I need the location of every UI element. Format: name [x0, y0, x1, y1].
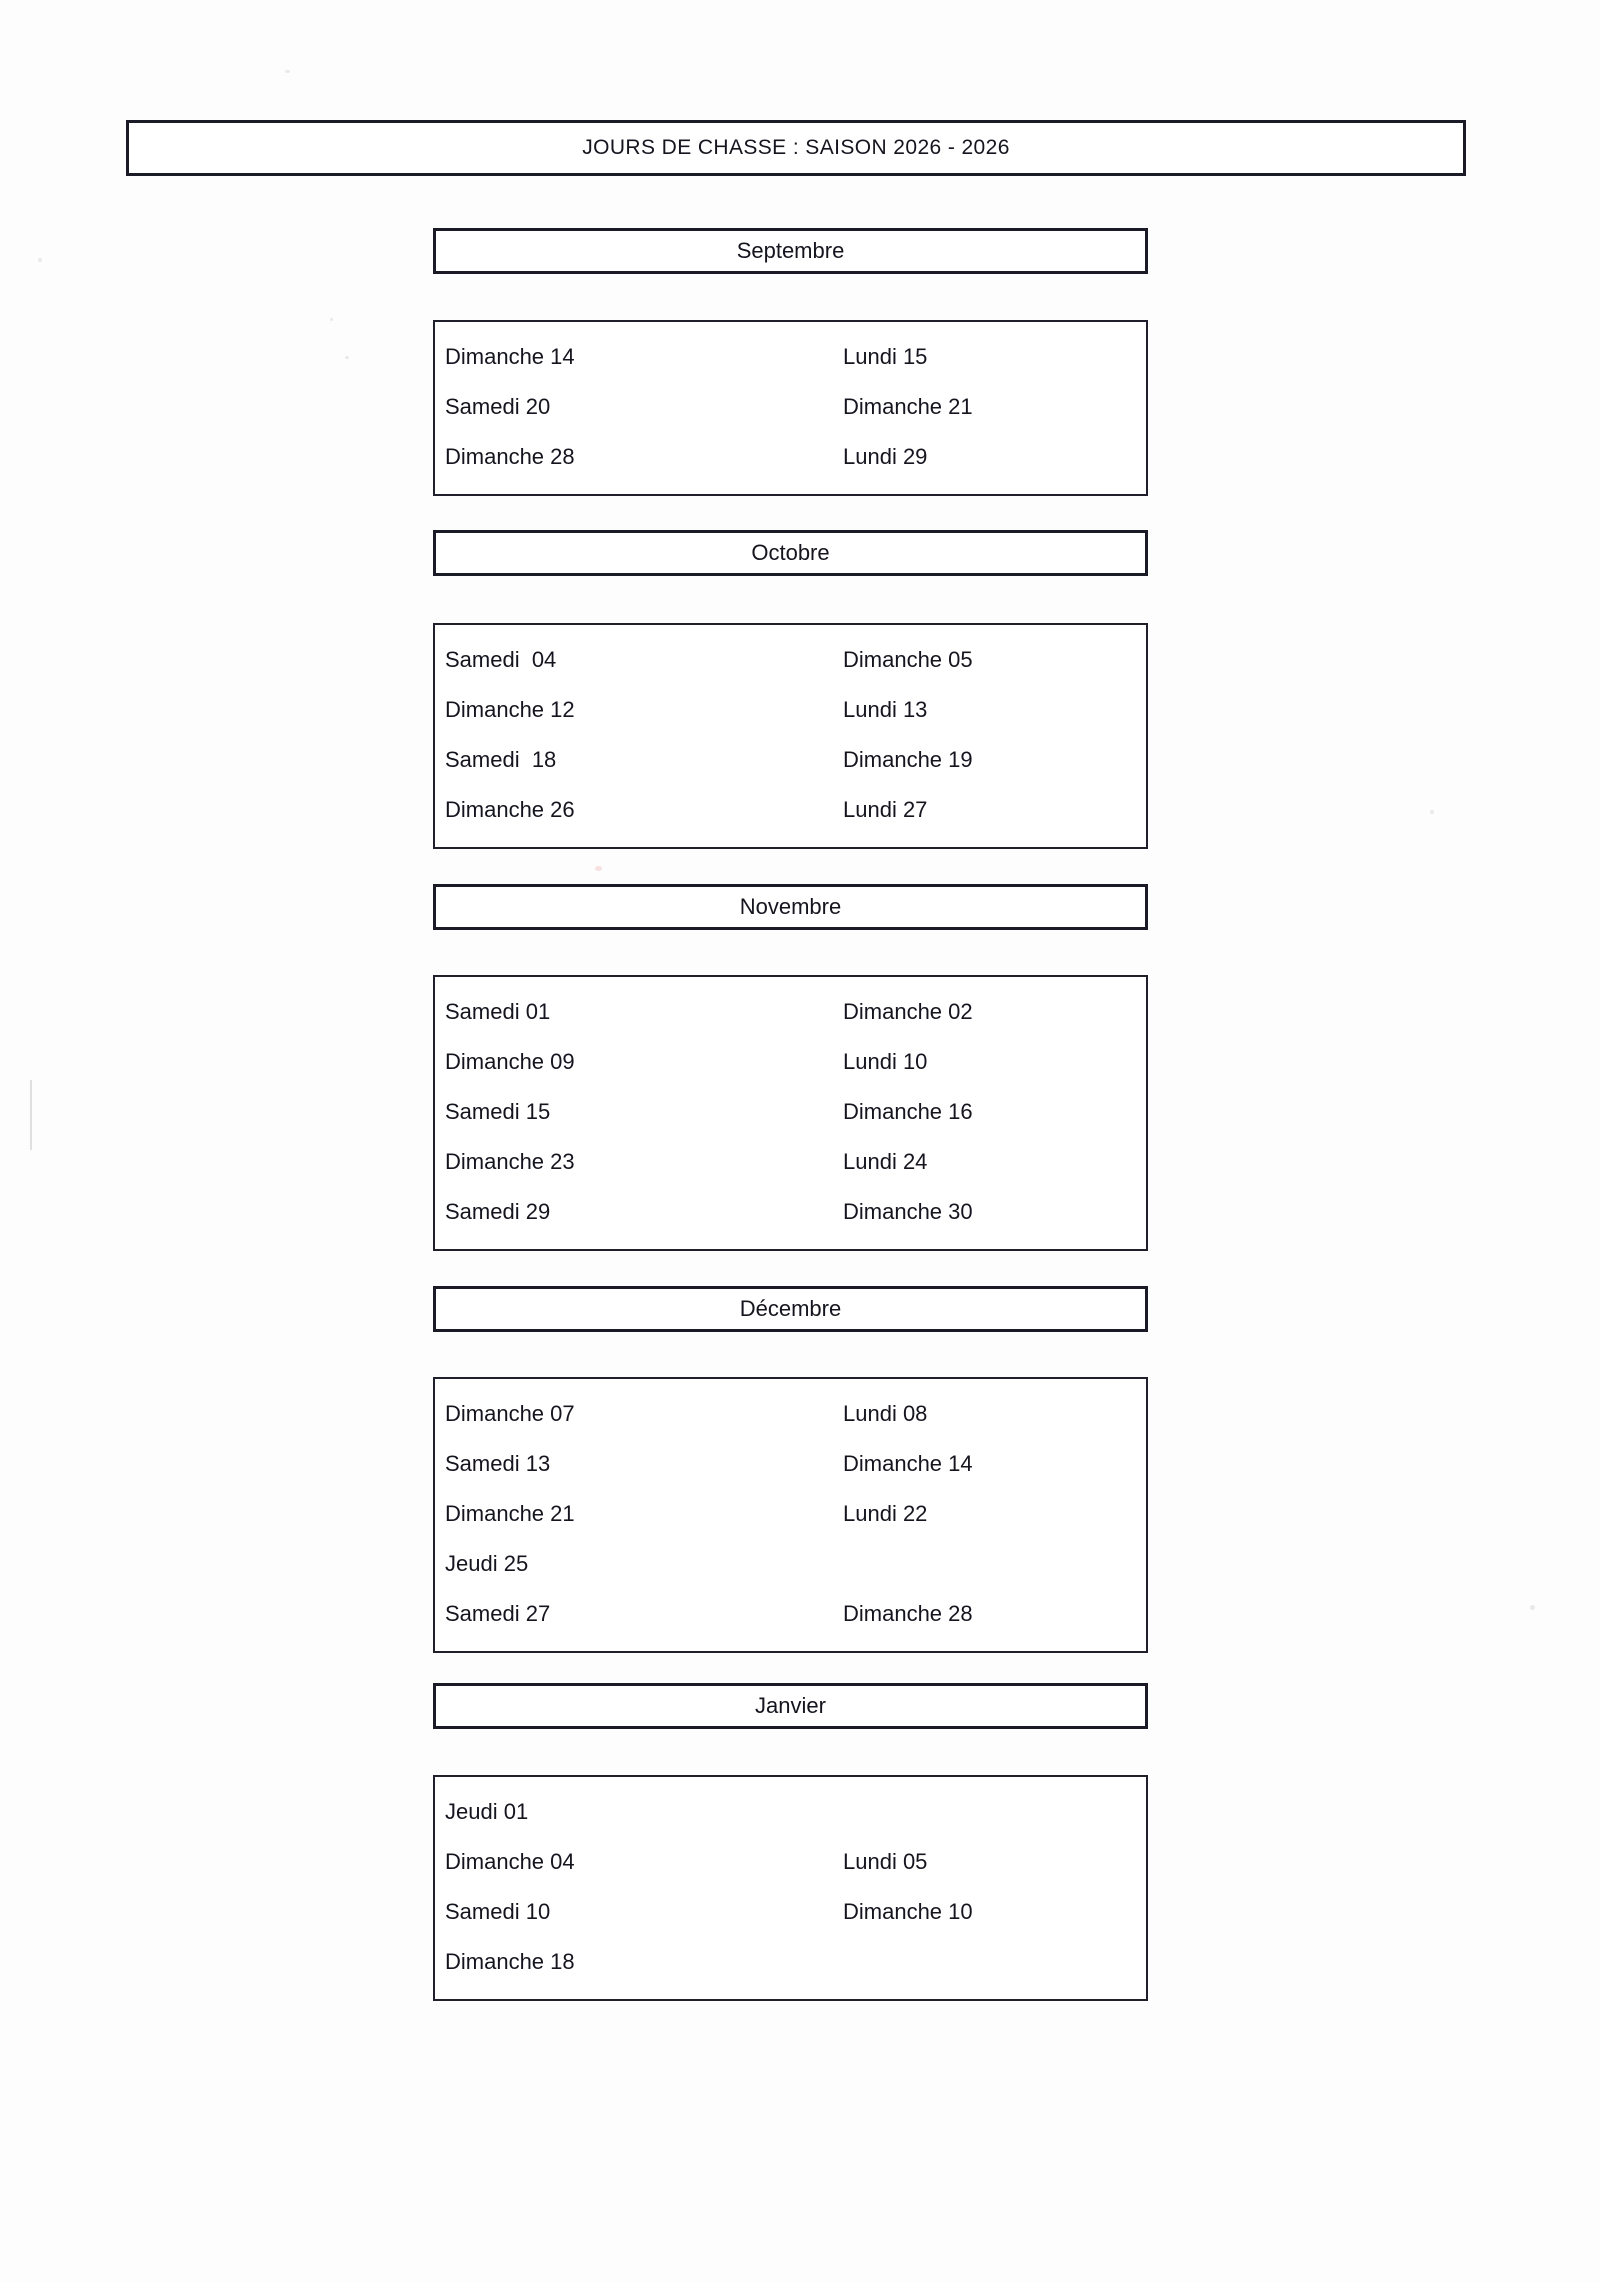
date-cell-right: Lundi 29: [843, 444, 928, 469]
scan-speckle: [38, 258, 42, 262]
date-cell-right: Lundi 13: [843, 697, 928, 722]
table-row: [435, 432, 1146, 482]
document-title-bar: [126, 120, 1466, 176]
month-table-octobre: [433, 623, 1148, 849]
date-cell-left: Samedi 29: [445, 1199, 551, 1224]
table-row: [435, 1439, 1146, 1489]
date-cell-right: Dimanche 16: [843, 1099, 973, 1124]
table-row: [435, 685, 1146, 735]
date-cell-left: Samedi 04: [445, 647, 557, 672]
date-cell-left: Dimanche 09: [445, 1049, 575, 1074]
scan-speckle: [330, 318, 333, 321]
table-row: [435, 1887, 1146, 1937]
page-title: JOURS DE CHASSE : SAISON 2026 - 2026: [582, 136, 1010, 159]
table-row: [435, 332, 1146, 382]
table-row: [435, 1489, 1146, 1539]
month-header-octobre: [433, 530, 1148, 576]
date-cell-right: Dimanche 30: [843, 1199, 973, 1224]
table-row: [435, 785, 1146, 835]
month-name: Septembre: [736, 238, 845, 263]
table-row: [435, 1187, 1146, 1237]
date-cell-left: Samedi 10: [445, 1899, 551, 1924]
date-cell-left: Dimanche 23: [445, 1149, 575, 1174]
table-row: [435, 735, 1146, 785]
month-name: Janvier: [755, 1693, 826, 1718]
date-cell-right: Lundi 24: [843, 1149, 928, 1174]
date-cell-right: Dimanche 28: [843, 1601, 973, 1626]
date-cell-left: Dimanche 28: [445, 444, 575, 469]
date-cell-left: Samedi 15: [445, 1099, 551, 1124]
table-row: [435, 1389, 1146, 1439]
date-cell-left: Dimanche 12: [445, 697, 575, 722]
date-cell-right: Dimanche 02: [843, 999, 973, 1024]
month-name: Décembre: [739, 1296, 842, 1321]
scan-speckle: [595, 866, 602, 871]
table-row: [435, 382, 1146, 432]
table-row: [435, 1937, 1146, 1987]
table-row: [435, 1087, 1146, 1137]
scan-speckle: [1430, 810, 1434, 814]
scan-speckle: [285, 70, 290, 73]
date-cell-left: Samedi 18: [445, 747, 557, 772]
month-table-septembre: [433, 320, 1148, 496]
table-row: [435, 635, 1146, 685]
date-cell-left: Samedi 13: [445, 1451, 551, 1476]
date-cell-right: Dimanche 10: [843, 1899, 973, 1924]
date-cell-right: Lundi 15: [843, 344, 928, 369]
date-cell-left: Jeudi 01: [445, 1799, 529, 1824]
table-row: [435, 1539, 1146, 1589]
date-cell-left: Dimanche 18: [445, 1949, 575, 1974]
date-cell-right: Lundi 27: [843, 797, 928, 822]
date-cell-right: Lundi 08: [843, 1401, 928, 1426]
date-cell-left: Samedi 20: [445, 394, 551, 419]
month-table-decembre: [433, 1377, 1148, 1653]
table-row: [435, 1787, 1146, 1837]
date-cell-right: Dimanche 21: [843, 394, 973, 419]
month-name: Novembre: [739, 894, 842, 919]
table-row: [435, 1037, 1146, 1087]
date-cell-right: Lundi 22: [843, 1501, 928, 1526]
date-cell-right: Dimanche 05: [843, 647, 973, 672]
month-header-decembre: [433, 1286, 1148, 1332]
month-table-novembre: [433, 975, 1148, 1251]
month-header-janvier: [433, 1683, 1148, 1729]
date-cell-right: Dimanche 14: [843, 1451, 973, 1476]
month-header-septembre: [433, 228, 1148, 274]
month-name: Octobre: [751, 540, 830, 565]
date-cell-left: Jeudi 25: [445, 1551, 529, 1576]
date-cell-left: Dimanche 04: [445, 1849, 575, 1874]
table-row: [435, 987, 1146, 1037]
date-cell-right: Lundi 05: [843, 1849, 928, 1874]
date-cell-left: Dimanche 26: [445, 797, 575, 822]
scan-speckle: [345, 356, 349, 359]
table-row: [435, 1837, 1146, 1887]
date-cell-right: Dimanche 19: [843, 747, 973, 772]
scan-speckle: [1530, 1605, 1535, 1610]
date-cell-left: Samedi 27: [445, 1601, 551, 1626]
table-row: [435, 1589, 1146, 1639]
month-header-novembre: [433, 884, 1148, 930]
date-cell-right: Lundi 10: [843, 1049, 928, 1074]
scan-edge-mark: [30, 1080, 32, 1150]
date-cell-left: Dimanche 14: [445, 344, 575, 369]
date-cell-left: Dimanche 07: [445, 1401, 575, 1426]
table-row: [435, 1137, 1146, 1187]
month-table-janvier: [433, 1775, 1148, 2001]
date-cell-left: Samedi 01: [445, 999, 551, 1024]
date-cell-left: Dimanche 21: [445, 1501, 575, 1526]
